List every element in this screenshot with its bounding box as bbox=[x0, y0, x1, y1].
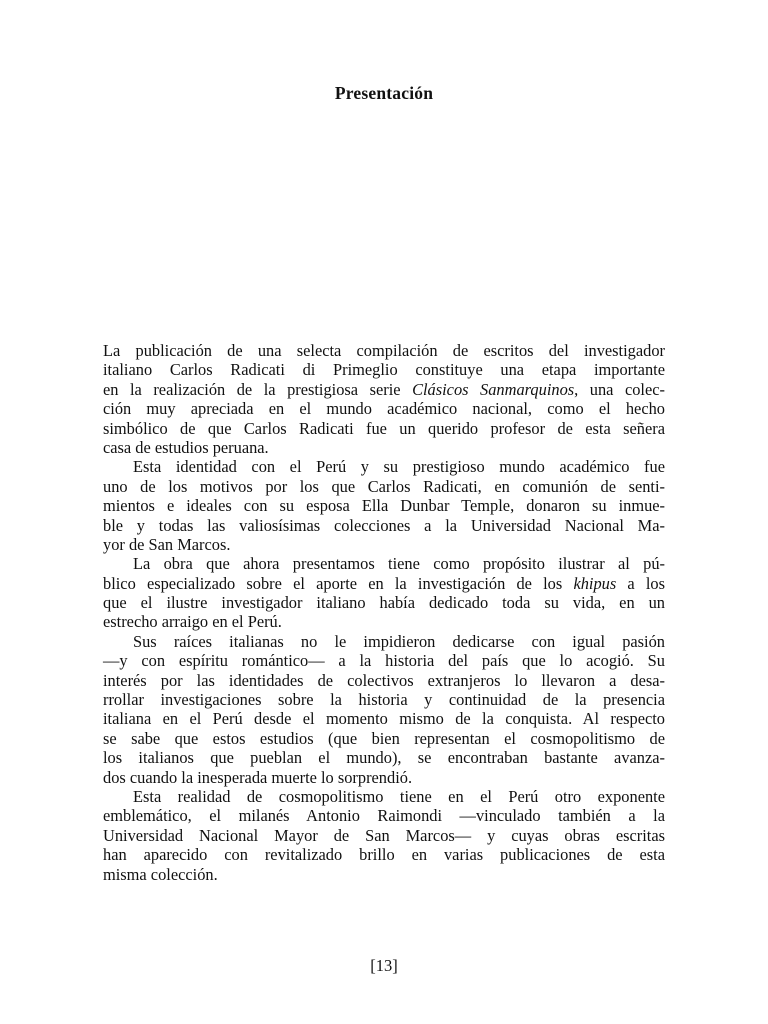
text-line-24: Esta realidad de cosmopolitismo tiene en el Perú otro exponente bbox=[133, 786, 665, 806]
text-line-01: La publicación de una selecta compilación de escritos del investigador bbox=[103, 341, 665, 360]
page-number: [13] bbox=[370, 956, 398, 975]
text-line-14: que el ilustre investigador italiano había dedicado toda su vida, en un bbox=[103, 593, 665, 613]
page-title: Presentación bbox=[334, 83, 434, 103]
text-line-03: en la realización de la prestigiosa serie Clásicos Sanmarquinos, una colec- bbox=[103, 379, 665, 399]
text-line-09: mientos e ideales con su esposa Ella Dunbar Temple, donaron su inmue- bbox=[103, 496, 665, 516]
text-line-08: uno de los motivos por los que Carlos Radicati, en comunión de senti- bbox=[103, 476, 665, 496]
text-line-10: ble y todas las valiosísimas colecciones a la Universidad Nacional Ma- bbox=[103, 515, 665, 535]
text-line-17: —y con espíritu romántico— a la historia del país que lo acogió. Su bbox=[103, 651, 665, 671]
text-line-05: simbólico de que Carlos Radicati fue un querido profesor de esta señera bbox=[103, 418, 665, 438]
text-line-19: rrollar investigaciones sobre la historia y continuidad de la presencia bbox=[103, 690, 665, 710]
text-line-27: han aparecido con revitalizado brillo en varias publicaciones de esta bbox=[103, 845, 665, 865]
body-text bbox=[103, 341, 665, 884]
text-line-16: Sus raíces italianas no le impidieron dedicarse con igual pasión bbox=[133, 631, 665, 651]
text-line-02: italiano Carlos Radicati di Primeglio constituye una etapa importante bbox=[103, 360, 665, 380]
text-line-11: yor de San Marcos. bbox=[103, 534, 231, 554]
text-line-04: ción muy apreciada en el mundo académico nacional, como el hecho bbox=[103, 399, 665, 419]
text-line-13: blico especializado sobre el aporte en la investigación de los khipus a los bbox=[103, 573, 665, 593]
text-line-25: emblemático, el milanés Antonio Raimondi —vinculado también a la bbox=[103, 806, 665, 826]
text-line-28: misma colección. bbox=[103, 864, 218, 884]
italic-khipus: khipus bbox=[573, 573, 617, 593]
text-line-15: estrecho arraigo en el Perú. bbox=[103, 612, 282, 632]
text-line-22: los italianos que pueblan el mundo), se encontraban bastante avanza- bbox=[103, 748, 665, 768]
text-line-07: Esta identidad con el Perú y su prestigioso mundo académico fue bbox=[133, 457, 665, 477]
text-line-20: italiana en el Perú desde el momento mismo de la conquista. Al respecto bbox=[103, 709, 665, 729]
text-line-06: casa de estudios peruana. bbox=[103, 437, 269, 457]
text-line-21: se sabe que estos estudios (que bien representan el cosmopolitismo de bbox=[103, 728, 665, 748]
text-line-26: Universidad Nacional Mayor de San Marcos— y cuyas obras escritas bbox=[103, 825, 665, 845]
italic-series-title: Clásicos Sanmarquinos bbox=[412, 379, 575, 399]
text-line-23: dos cuando la inesperada muerte lo sorprendió. bbox=[103, 767, 413, 787]
text-line-12: La obra que ahora presentamos tiene como propósito ilustrar al pú- bbox=[133, 554, 665, 574]
text-line-18: interés por las identidades de colectivos extranjeros lo llevaron a desa- bbox=[103, 670, 665, 690]
